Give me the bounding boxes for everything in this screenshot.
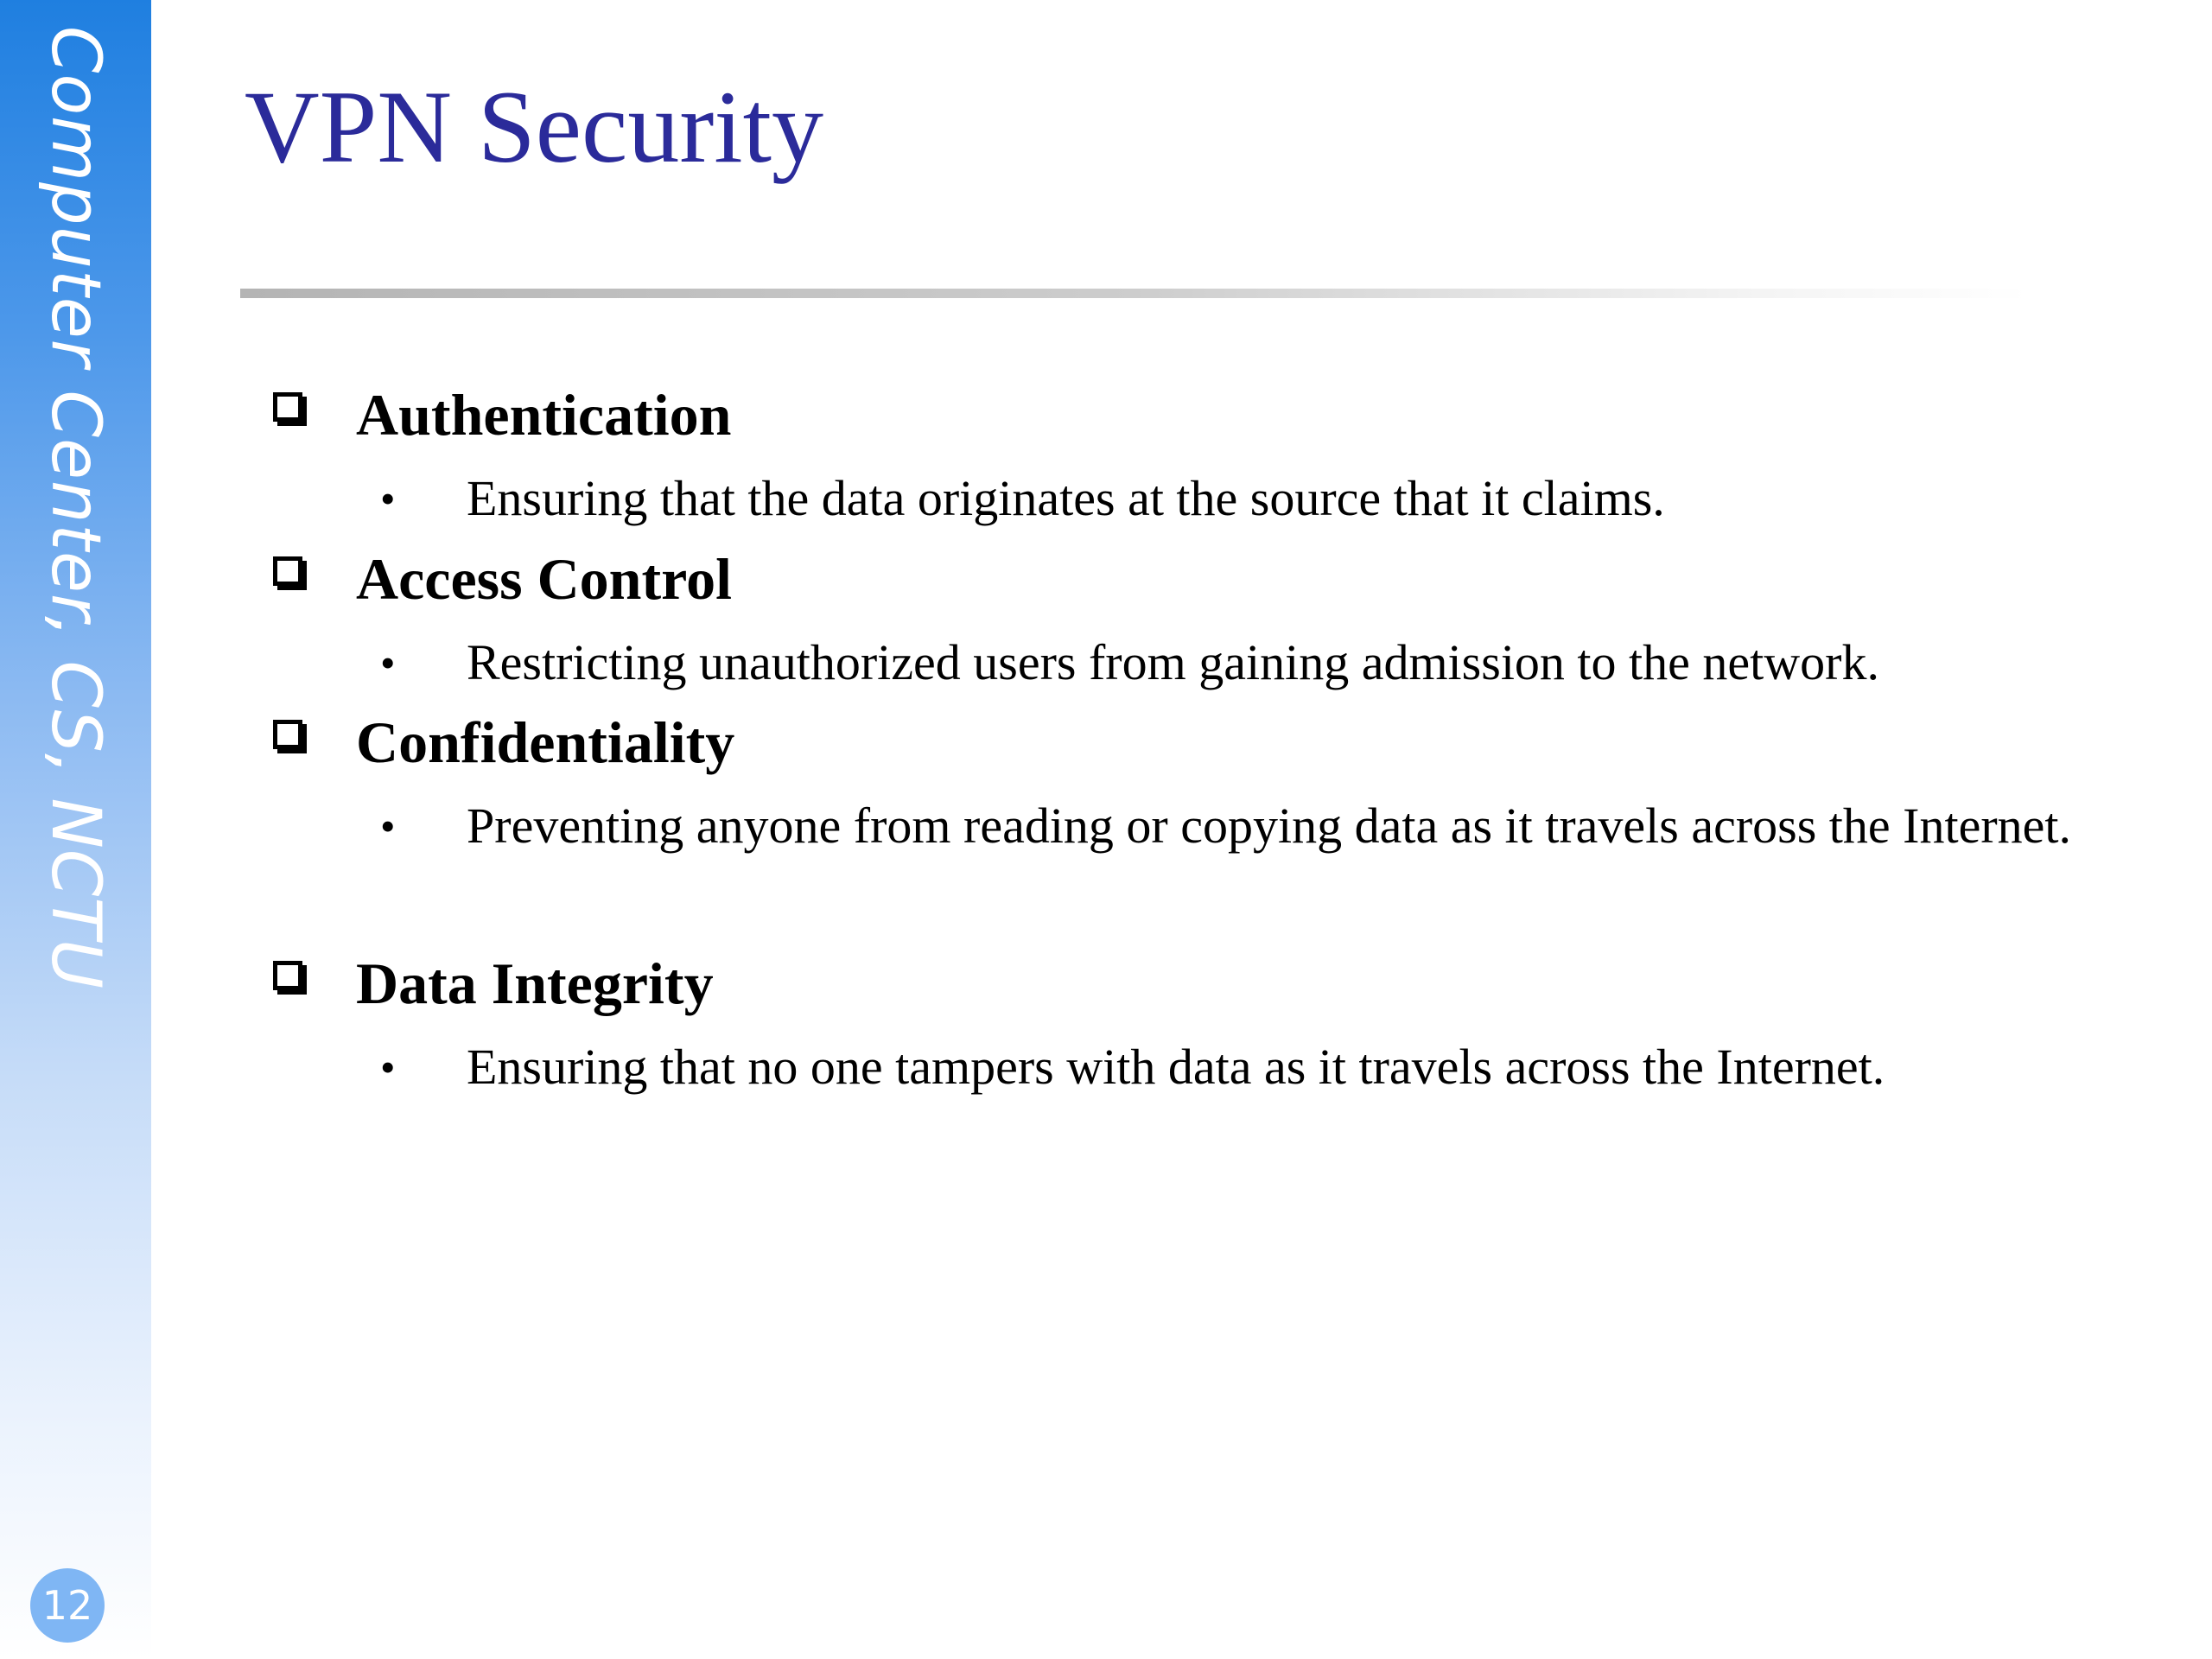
page-title: VPN Security — [245, 69, 823, 184]
bullet-dot-icon: • — [380, 1043, 396, 1091]
heading-label: Authentication — [356, 382, 732, 448]
bullet-dot-icon: • — [380, 802, 396, 850]
heading-label: Data Integrity — [356, 950, 714, 1016]
checkbox-square-icon — [273, 720, 302, 749]
heading-label: Confidentiality — [356, 709, 735, 775]
detail-text: Ensuring that the data originates at the source that it claims. — [467, 470, 1665, 526]
detail-text: Ensuring that no one tampers with data as it travels across the Internet. — [467, 1039, 1885, 1095]
heading-label: Access Control — [356, 546, 732, 612]
bullet-dot-icon: • — [380, 474, 396, 523]
page-number-badge: 12 — [30, 1568, 105, 1643]
detail-text: Preventing anyone from reading or copying data as it travels across the Internet. — [467, 798, 2071, 854]
checkbox-square-icon — [273, 556, 302, 586]
detail-text: Restricting unauthorized users from gaining admission to the network. — [467, 634, 1879, 690]
bullet-dot-icon: • — [380, 639, 396, 687]
sidebar-label: Computer Center, CS, NCTU — [36, 26, 114, 990]
checkbox-square-icon — [273, 392, 302, 422]
checkbox-square-icon — [273, 961, 302, 990]
